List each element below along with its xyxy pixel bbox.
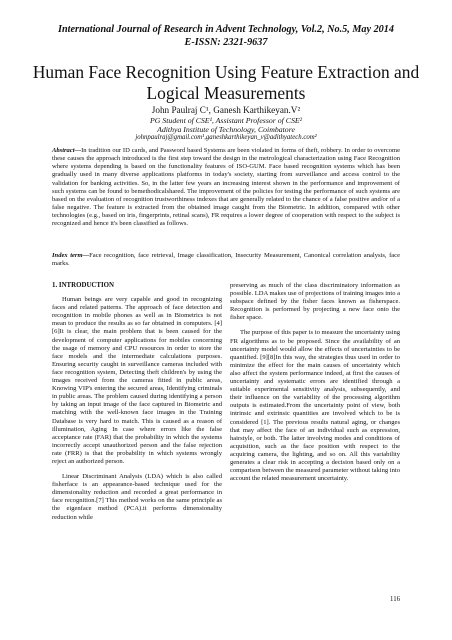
abstract-label: Abstract— [52, 147, 82, 154]
affiliation-roles: PG Student of CSE¹, Assistant Professor of CSE² [150, 116, 302, 125]
intro-paragraph-2: Linear Discriminant Analysis (LDA) which is also called fisherface is an appearance-based technique used for the dimensionality reduction and recorded a great performance in face recognition.[7] This method works on the same principle as the eigenface method (PCA).it performs dimensionality reduction while [52, 473, 222, 521]
index-terms [52, 252, 400, 268]
index-terms-label: Index term— [52, 252, 90, 259]
abstract [52, 147, 400, 229]
paper-title: Human Face Recognition Using Feature Extraction and Logical Measurements [32, 62, 420, 103]
author-emails: johnpaulraj@gmail.com¹,ganeshkarthikeyan_v@adithyatech.com² [135, 134, 317, 142]
journal-issn: E-ISSN: 2321-9637 [184, 36, 268, 48]
intro-paragraph-4: The purpose of this paper is to measure the uncertainty using FR algorithms as to be proposed. Since the availability of an uncertainty model would allow the effects of uncertainties to be quantified. [9][8]In this way, the strategies thus used in order to minimize the effect for the main causes of uncertainty which also affect the system performance indeed, at first the causes of uncertainty and systematic errors are identified through a suitable experimental sensitivity analysis, subsequently, and their influence on the variability of the processing algorithm outputs is estimated.From the uncertainty point of view, both intrinsic and extrinsic quantities are involved which to be is considered [1]. The previous results natural aging, or changes that may affect the face of an individual such as expression, hairstyle, or both. The latter involving modes and conditions of acquisition, such as the face position with respect to the acquiring camera, the lighting, and so on. All this variability generates a clear risk in accepting a decision based only on a comparison between the measured parameter without taking into account the related measurement uncertainty. [230, 329, 400, 483]
author-block [40, 105, 412, 143]
journal-line-1: International Journal of Research in Advent Technology, Vol.2, No.5, May 2014 [58, 24, 394, 35]
author-names: John Paulraj C¹, Ganesh Karthikeyan.V² [151, 105, 301, 115]
journal-header [20, 24, 432, 49]
intro-paragraph-3: preserving as much of the class discriminatory information as possible. LDA makes use of projections of training images into a subspace defined by the fisher faces known as fisherspace. Recognition is performed by projecting a new face onto the fisher space. [230, 282, 401, 322]
page-number: 116 [390, 596, 400, 603]
abstract-text: In tradition our ID cards, and Password based Systems are been violated in forms of theft, robbery. In order to overcome these causes the approach introduced is the first step toward the design in the metrological characterization using Face Recognition where systems depending is based on the functionality features of ISO-GUM. Face based recognition systems which has been gradually used in many diverse applications platforms in today's society, starting from surveillance and access control to the validation for banking activities. So, in the latter few years an increasing interest shown in the performance and improvement of such systems can be found to bemethodicalshared. The improvement of the policies for testing the performance of such systems are based on the evaluation of recognition trustworthiness indexes that are generally related to the chance of a false positive and/or of a false negative. The feature is extracted from the obtained image caught from the Biometric. In addition, compared with other technologies (e.g., based on iris, fingerprints, retinal scans), FR requires a lower degree of cooperation with respect to the subject is recognized and hence it's been classified as follows. [52, 147, 400, 228]
left-column [52, 282, 222, 529]
affiliation-institute: Adithya Institute of Technology, Coimbatore [157, 125, 295, 135]
right-column [230, 282, 400, 490]
index-terms-text: Face recognition, face retrieval, Image classification, Insecurity Measurement, Canonical correlation analysis, face marks. [52, 252, 400, 268]
intro-paragraph-1: Human beings are very capable and good in recognizing faces and related patterns. The approach of face detection and recognition in mobile phones as well as in Biometrics is not mean to produce the results as so far obtained in computers. [4][6]It is clear, the main problem that is been caused for the development of computer applications for mobiles concerning the usage of memory and CPU resources in order to store the face models and the intermediate calculations purposes. Ensuring security caught in surveillance cameras included with face recognition system, Detecting theft children's by using the images received from the cameras fitted in public areas, Knowing VIP's entering the secured areas, Identifying criminals in public areas. The problem caused during identifying a person by taking an input image of the face captured in Biometric and matching with the well-known face images in the Training Database is very hard to match. This is caused as a reason of illumination, Aging In case where errors like the false acceptance rate (FAR) that the probability in which the systems incorrectly accept unauthorized person and the false rejection rate (FRR) is that the probability in which systems wrongly reject an authorized person. [52, 296, 222, 465]
section-heading: 1. INTRODUCTION [52, 282, 115, 289]
